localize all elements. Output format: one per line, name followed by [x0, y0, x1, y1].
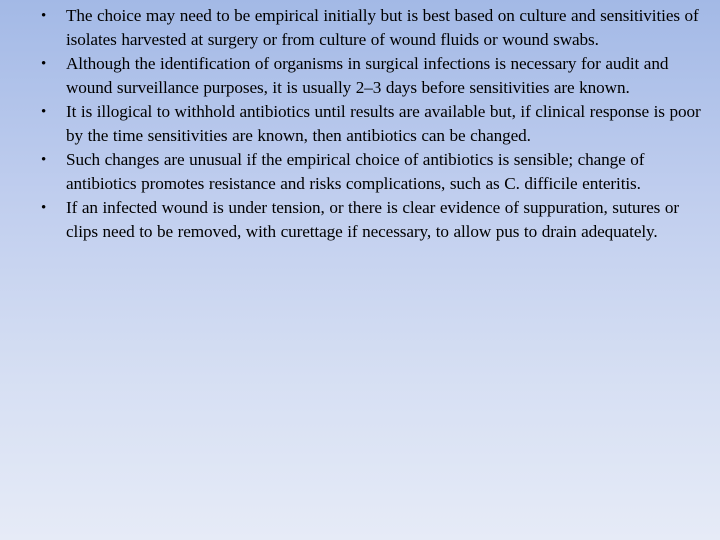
- bullet-item: [0, 148, 712, 196]
- bullet-text: The choice may need to be empirical initially but is best based on culture and sensitivities of isolates harvested at surgery or from culture of wound fluids or wound swabs.: [66, 6, 699, 49]
- bullet-icon: •: [41, 152, 47, 168]
- bullet-item: [0, 196, 712, 244]
- bullet-item: [0, 4, 712, 52]
- bullet-item: [0, 100, 712, 148]
- bullet-item: [0, 52, 712, 100]
- bullet-icon: •: [41, 104, 47, 120]
- bullet-text: Such changes are unusual if the empirical choice of antibiotics is sensible; change of antibiotics promotes resistance and risks complications, such as C. difficile enteritis.: [66, 150, 645, 193]
- bullet-text: If an infected wound is under tension, or there is clear evidence of suppuration, sutures or clips need to be removed, with curettage if necessary, to allow pus to drain adequately.: [66, 198, 679, 241]
- bullet-icon: •: [41, 200, 47, 216]
- bullet-list: [0, 4, 712, 244]
- bullet-icon: •: [41, 8, 47, 24]
- bullet-icon: •: [41, 56, 47, 72]
- bullet-text: Although the identification of organisms in surgical infections is necessary for audit and wound surveillance purposes, it is usually 2–3 days before sensitivities are known.: [66, 54, 669, 97]
- bullet-text: It is illogical to withhold antibiotics until results are available but, if clinical response is poor by the time sensitivities are known, then antibiotics can be changed.: [66, 102, 701, 145]
